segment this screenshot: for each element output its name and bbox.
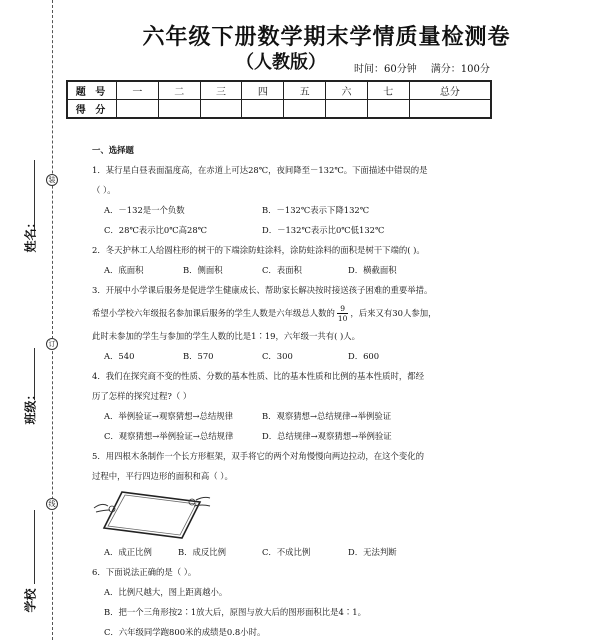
score-cell: 二 xyxy=(158,81,200,100)
score-table-header-row xyxy=(67,81,491,100)
question-5-options xyxy=(92,542,502,562)
score-entry-cell[interactable] xyxy=(326,100,368,119)
questions-body xyxy=(92,140,502,642)
question-1-stem: 1．某行星白昼表面温度高，在赤道上可达28℃，夜间降至－132℃。下面描述中错误的是 xyxy=(92,165,428,175)
option-b[interactable]: B．侧面积 xyxy=(183,265,223,275)
section-heading: 一、选择题 xyxy=(92,145,134,155)
score-cell: 题 号 xyxy=(67,81,117,100)
option-a[interactable]: A．540 xyxy=(104,351,135,361)
exam-meta xyxy=(354,60,504,75)
score-entry-cell[interactable] xyxy=(117,100,159,119)
option-a[interactable]: A．举例验证→观察猜想→总结规律 xyxy=(104,411,233,421)
option-d[interactable]: D．无法判断 xyxy=(348,547,397,557)
question-5-figure xyxy=(92,486,502,542)
option-b[interactable]: B．把一个三角形按2∶1放大后，原图与放大后的图形面积比是4∶1。 xyxy=(104,607,366,617)
school-label: 学校 xyxy=(23,588,38,613)
score-row-label: 得 分 xyxy=(67,100,117,119)
option-a[interactable]: A．－132是一个负数 xyxy=(104,205,185,215)
question-1-blank: （ ）。 xyxy=(92,185,116,195)
question-6-option-row xyxy=(92,622,502,642)
score-cell: 一 xyxy=(117,81,159,100)
frame-diagram-icon xyxy=(92,488,212,542)
score-cell: 七 xyxy=(367,81,409,100)
score-entry-cell[interactable] xyxy=(158,100,200,119)
question-3-stem-fraction xyxy=(92,300,502,326)
binding-margin xyxy=(0,0,75,640)
question-6-option-row xyxy=(92,582,502,602)
score-cell: 总分 xyxy=(409,81,491,100)
binding-hole-mark: 线 xyxy=(46,498,58,510)
option-b[interactable]: B．570 xyxy=(183,351,214,361)
exam-title: 六年级下册数学期末学情质量检测卷 xyxy=(142,25,511,50)
option-a[interactable]: A．比例尺越大，图上距离越小。 xyxy=(104,587,228,597)
score-table-score-row xyxy=(67,100,491,119)
option-a[interactable]: A．成正比例 xyxy=(104,547,152,557)
option-b[interactable]: B．观察猜想→总结规律→举例验证 xyxy=(262,411,392,421)
option-c[interactable]: C．表面积 xyxy=(262,265,302,275)
fraction-denominator: 10 xyxy=(337,314,348,323)
full-score: 满分：100分 xyxy=(430,64,490,75)
question-1-options xyxy=(92,200,502,220)
question-1-options xyxy=(92,220,502,240)
score-table xyxy=(66,80,492,119)
score-cell: 五 xyxy=(284,81,326,100)
binding-hole-mark: 装 xyxy=(46,174,58,186)
option-c[interactable]: C．不成比例 xyxy=(262,547,311,557)
score-entry-cell[interactable] xyxy=(200,100,242,119)
option-c[interactable]: C．300 xyxy=(262,351,293,361)
question-3-text: ，后来又有30人参加， xyxy=(350,308,437,318)
question-3-text: 希望小学校六年级报名参加课后服务的学生人数是六年级总人数的 xyxy=(92,308,335,318)
score-entry-cell[interactable] xyxy=(242,100,284,119)
question-5-stem: 过程中，平行四边形的面积和高（ ）。 xyxy=(92,471,233,481)
option-c[interactable]: C．28℃表示比0℃高28℃ xyxy=(104,225,208,235)
question-3-stem: 此时未参加的学生与参加的学生人数的比是1∶19，六年级一共有( )人。 xyxy=(92,331,361,341)
score-entry-cell[interactable] xyxy=(367,100,409,119)
fraction xyxy=(337,304,349,323)
option-c[interactable]: C．六年级同学跑800米的成绩是0.8小时。 xyxy=(104,627,266,637)
option-d[interactable]: D．600 xyxy=(348,351,380,361)
question-6-stem: 6．下面说法正确的是（ ）。 xyxy=(92,567,197,577)
option-a[interactable]: A．底面积 xyxy=(104,265,144,275)
class-label: 班级： xyxy=(23,388,38,425)
score-cell: 三 xyxy=(200,81,242,100)
score-entry-cell[interactable] xyxy=(409,100,491,119)
name-label: 姓名： xyxy=(23,216,38,253)
question-4-stem: 历了怎样的探究过程?（ ） xyxy=(92,391,192,401)
question-2-stem: 2．冬天护林工人给圆柱形的树干的下端涂防蛀涂料，涂防蛀涂料的面积是树干下端的( )。 xyxy=(92,245,425,255)
exam-subtitle: （人教版） xyxy=(236,52,326,73)
question-2-options xyxy=(92,260,502,280)
question-3-options xyxy=(92,346,502,366)
question-6-option-row xyxy=(92,602,502,622)
binding-dashed-line xyxy=(52,0,53,640)
score-cell: 四 xyxy=(242,81,284,100)
option-d[interactable]: D．横截面积 xyxy=(348,265,397,275)
option-c[interactable]: C．观察猜想→举例验证→总结规律 xyxy=(104,431,234,441)
option-b[interactable]: B．成反比例 xyxy=(178,547,227,557)
question-4-stem: 4．我们在探究商不变的性质、分数的基本性质、比的基本性质和比例的基本性质时，都经 xyxy=(92,371,424,381)
question-4-options xyxy=(92,406,502,426)
school-write-line xyxy=(34,510,35,584)
question-5-stem: 5．用四根木条制作一个长方形框架，双手将它的两个对角慢慢向两边拉动，在这个变化的 xyxy=(92,451,424,461)
option-d[interactable]: D．总结规律→观察猜想→举例验证 xyxy=(262,431,392,441)
binding-hole-mark: 订 xyxy=(46,338,58,350)
option-d[interactable]: D．－132℃表示比0℃低132℃ xyxy=(262,225,385,235)
fraction-numerator: 9 xyxy=(337,304,349,314)
option-b[interactable]: B．－132℃表示下降132℃ xyxy=(262,205,370,215)
time-limit: 时间：60分钟 xyxy=(354,64,417,75)
score-entry-cell[interactable] xyxy=(284,100,326,119)
question-3-stem: 3．开展中小学课后服务是促进学生健康成长、帮助家长解决按时接送孩子困难的重要举措。 xyxy=(92,285,433,295)
question-4-options xyxy=(92,426,502,446)
score-cell: 六 xyxy=(326,81,368,100)
